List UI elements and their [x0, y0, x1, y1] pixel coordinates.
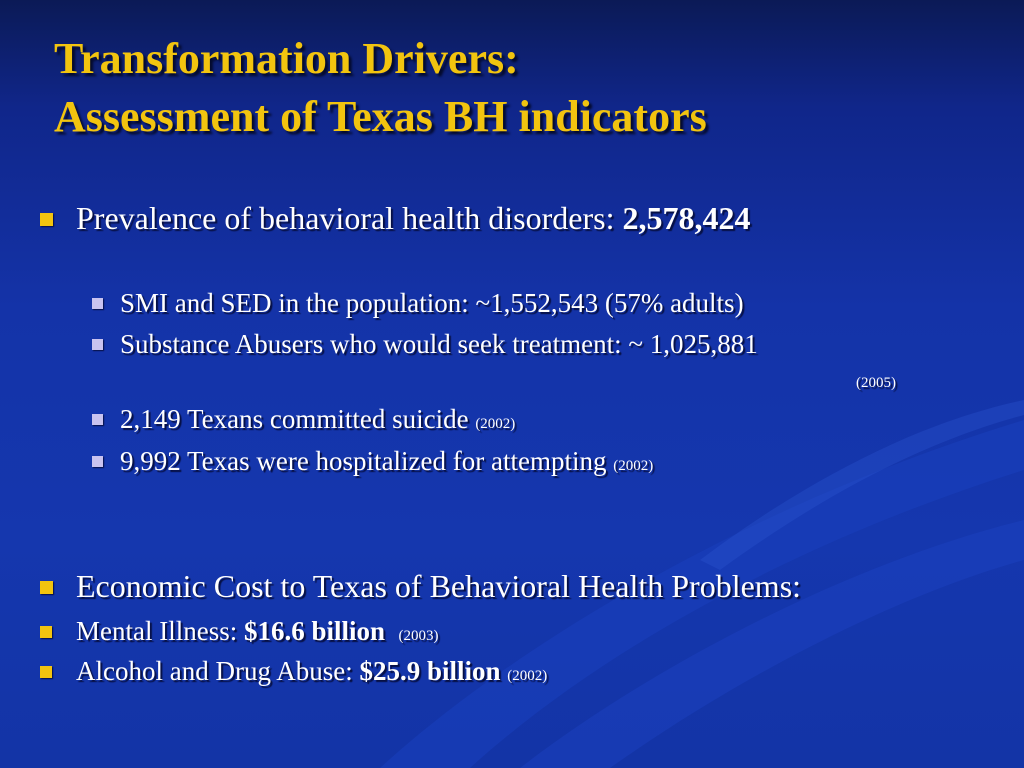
- prevalence-item: [76, 198, 750, 238]
- mental-illness-year: (2003): [398, 628, 439, 644]
- square-bullet-icon: [40, 666, 52, 678]
- hospitalized-text: 9,992 Texas were hospitalized for attempting: [120, 446, 614, 476]
- alcohol-drug-value: $25.9 billion: [359, 656, 501, 686]
- substance-item: [120, 326, 758, 362]
- square-bullet-icon: [92, 456, 103, 467]
- mental-illness-value: $16.6 billion: [243, 616, 386, 646]
- square-bullet-icon: [92, 339, 103, 350]
- mental-illness-item: [76, 613, 439, 654]
- prevalence-label: Prevalence of behavioral health disorders:: [76, 200, 623, 236]
- suicide-text: 2,149 Texans committed suicide: [120, 404, 476, 434]
- hospitalized-item: [120, 443, 653, 484]
- square-bullet-icon: [92, 414, 103, 425]
- suicide-item: [120, 401, 515, 442]
- economic-cost-item: [76, 566, 801, 606]
- square-bullet-icon: [92, 298, 103, 309]
- prevalence-value: 2,578,424: [622, 200, 751, 236]
- square-bullet-icon: [40, 581, 53, 594]
- smi-sed-item: [120, 285, 744, 321]
- economic-cost-text: Economic Cost to Texas of Behavioral Health Problems:: [76, 568, 802, 604]
- alcohol-drug-year: (2002): [507, 668, 548, 684]
- square-bullet-icon: [40, 626, 52, 638]
- smi-sed-text: SMI and SED in the population: ~1,552,543 (57% adults): [120, 288, 744, 318]
- hospitalized-year: (2002): [613, 458, 654, 474]
- substance-text: Substance Abusers who would seek treatment: ~ 1,025,881: [120, 329, 758, 359]
- alcohol-drug-item: [76, 653, 547, 694]
- suicide-year: (2002): [475, 416, 516, 432]
- mental-illness-label: Mental Illness:: [76, 616, 244, 646]
- slide-title: [54, 30, 707, 146]
- alcohol-drug-label: Alcohol and Drug Abuse:: [76, 656, 360, 686]
- square-bullet-icon: [40, 213, 53, 226]
- substance-year: (2005): [856, 375, 896, 391]
- title-line-1: Transformation Drivers:: [54, 34, 519, 83]
- title-line-2: Assessment of Texas BH indicators: [54, 92, 707, 141]
